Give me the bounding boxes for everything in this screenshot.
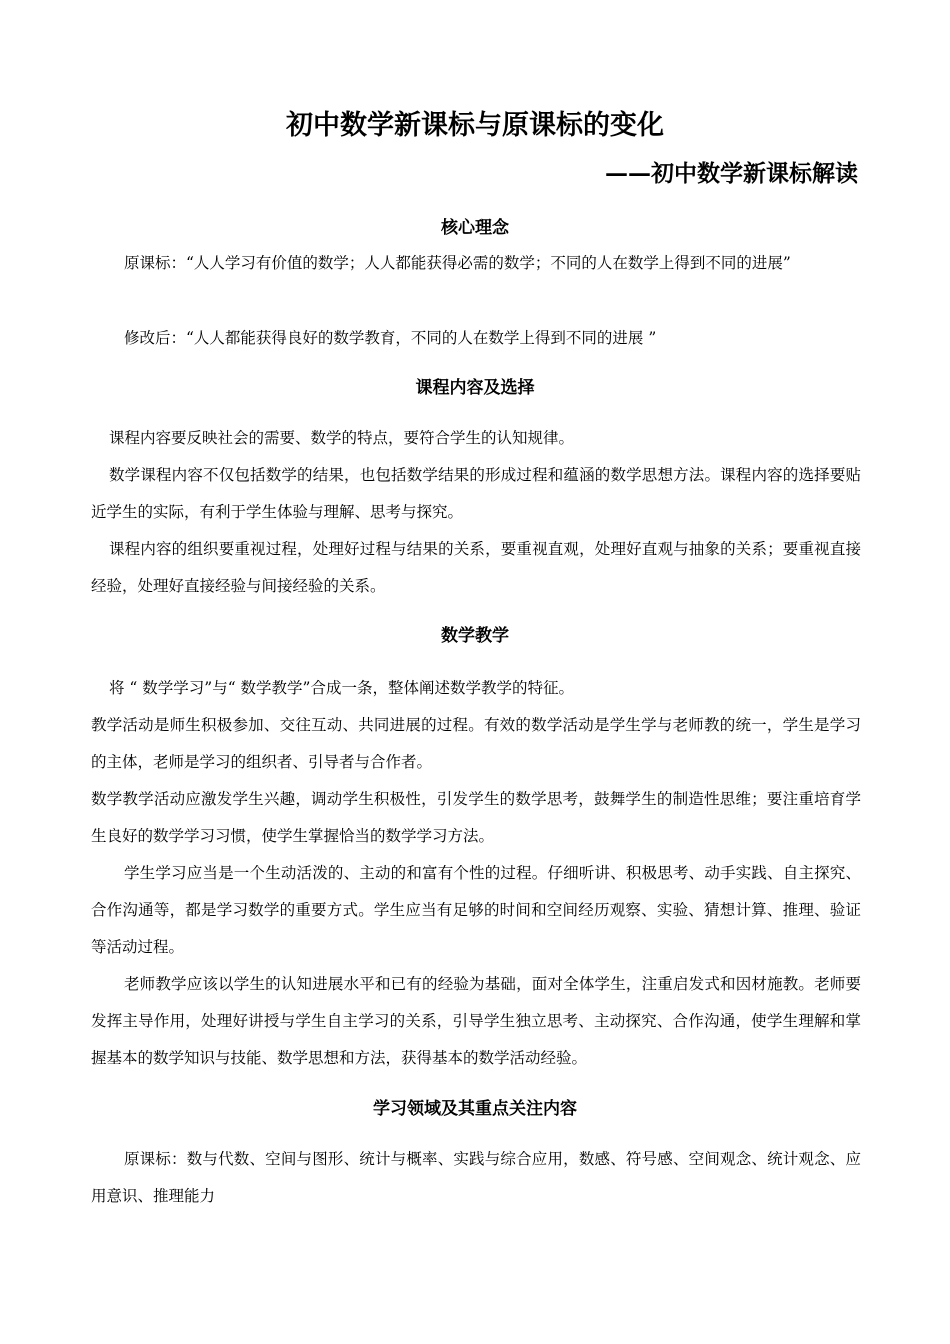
teaching-paragraph-5: 老师教学应该以学生的认知进展水平和已有的经验为基础，面对全体学生，注重启发式和因材施教。老师要发挥主导作用，处理好讲授与学生自主学习的关系，引导学生独立思考、主动探究、合作沟通，使学生理解和掌握基本的数学知识与技能、数学思想和方法，获得基本的数学活动经验。 bbox=[91, 975, 861, 1067]
document-title: 初中数学新课标与原课标的变化 bbox=[286, 110, 664, 141]
content-paragraph-3: 课程内容的组织要重视过程，处理好过程与结果的关系，要重视直观，处理好直观与抽象的关系；要重视直接经验，处理好直接经验与间接经验的关系。 bbox=[91, 540, 861, 595]
teaching-paragraph-4: 学生学习应当是一个生动活泼的、主动的和富有个性的过程。仔细听讲、积极思考、动手实践、自主探究、合作沟通等，都是学习数学的重要方式。学生应当有足够的时间和空间经历观察、实验、猜想计算、推理、验证等活动过程。 bbox=[91, 864, 861, 956]
document-subtitle: ——初中数学新课标解读 bbox=[605, 160, 858, 187]
section-heading-course-content: 课程内容及选择 bbox=[415, 378, 535, 398]
section-heading-core-concept: 核心理念 bbox=[441, 218, 509, 238]
teaching-paragraph-3: 数学教学活动应激发学生兴趣，调动学生积极性，引发学生的数学思考，鼓舞学生的制造性思维；要注重培育学生良好的数学学习习惯，使学生掌握恰当的数学学习方法。 bbox=[91, 790, 861, 845]
content-paragraph-2: 数学课程内容不仅包括数学的结果，也包括数学结果的形成过程和蕴涵的数学思想方法。课程内容的选择要贴近学生的实际，有利于学生体验与理解、思考与探究。 bbox=[91, 466, 861, 521]
teaching-paragraph-2: 教学活动是师生积极参加、交往互动、共同进展的过程。有效的数学活动是学生学与老师教的统一，学生是学习的主体，老师是学习的组织者、引导者与合作者。 bbox=[91, 716, 861, 771]
section-heading-math-teaching: 数学教学 bbox=[441, 626, 509, 646]
section-heading-learning-areas: 学习领域及其重点关注内容 bbox=[373, 1099, 577, 1119]
core-original-paragraph: 原课标：“人人学习有价值的数学；人人都能获得必需的数学；不同的人在数学上得到不同的进展” bbox=[124, 254, 791, 272]
teaching-paragraph-1: 将 “ 数学学习”与“ 数学教学”合成一条，整体阐述数学教学的特征。 bbox=[109, 679, 574, 697]
core-revised-paragraph: 修改后：“人人都能获得良好的数学教育，不同的人在数学上得到不同的进展 ” bbox=[124, 329, 657, 347]
areas-original-paragraph: 原课标：数与代数、空间与图形、统计与概率、实践与综合应用，数感、符号感、空间观念、统计观念、应用意识、推理能力 bbox=[91, 1150, 861, 1205]
content-paragraph-1: 课程内容要反映社会的需要、数学的特点，要符合学生的认知规律。 bbox=[109, 429, 575, 447]
